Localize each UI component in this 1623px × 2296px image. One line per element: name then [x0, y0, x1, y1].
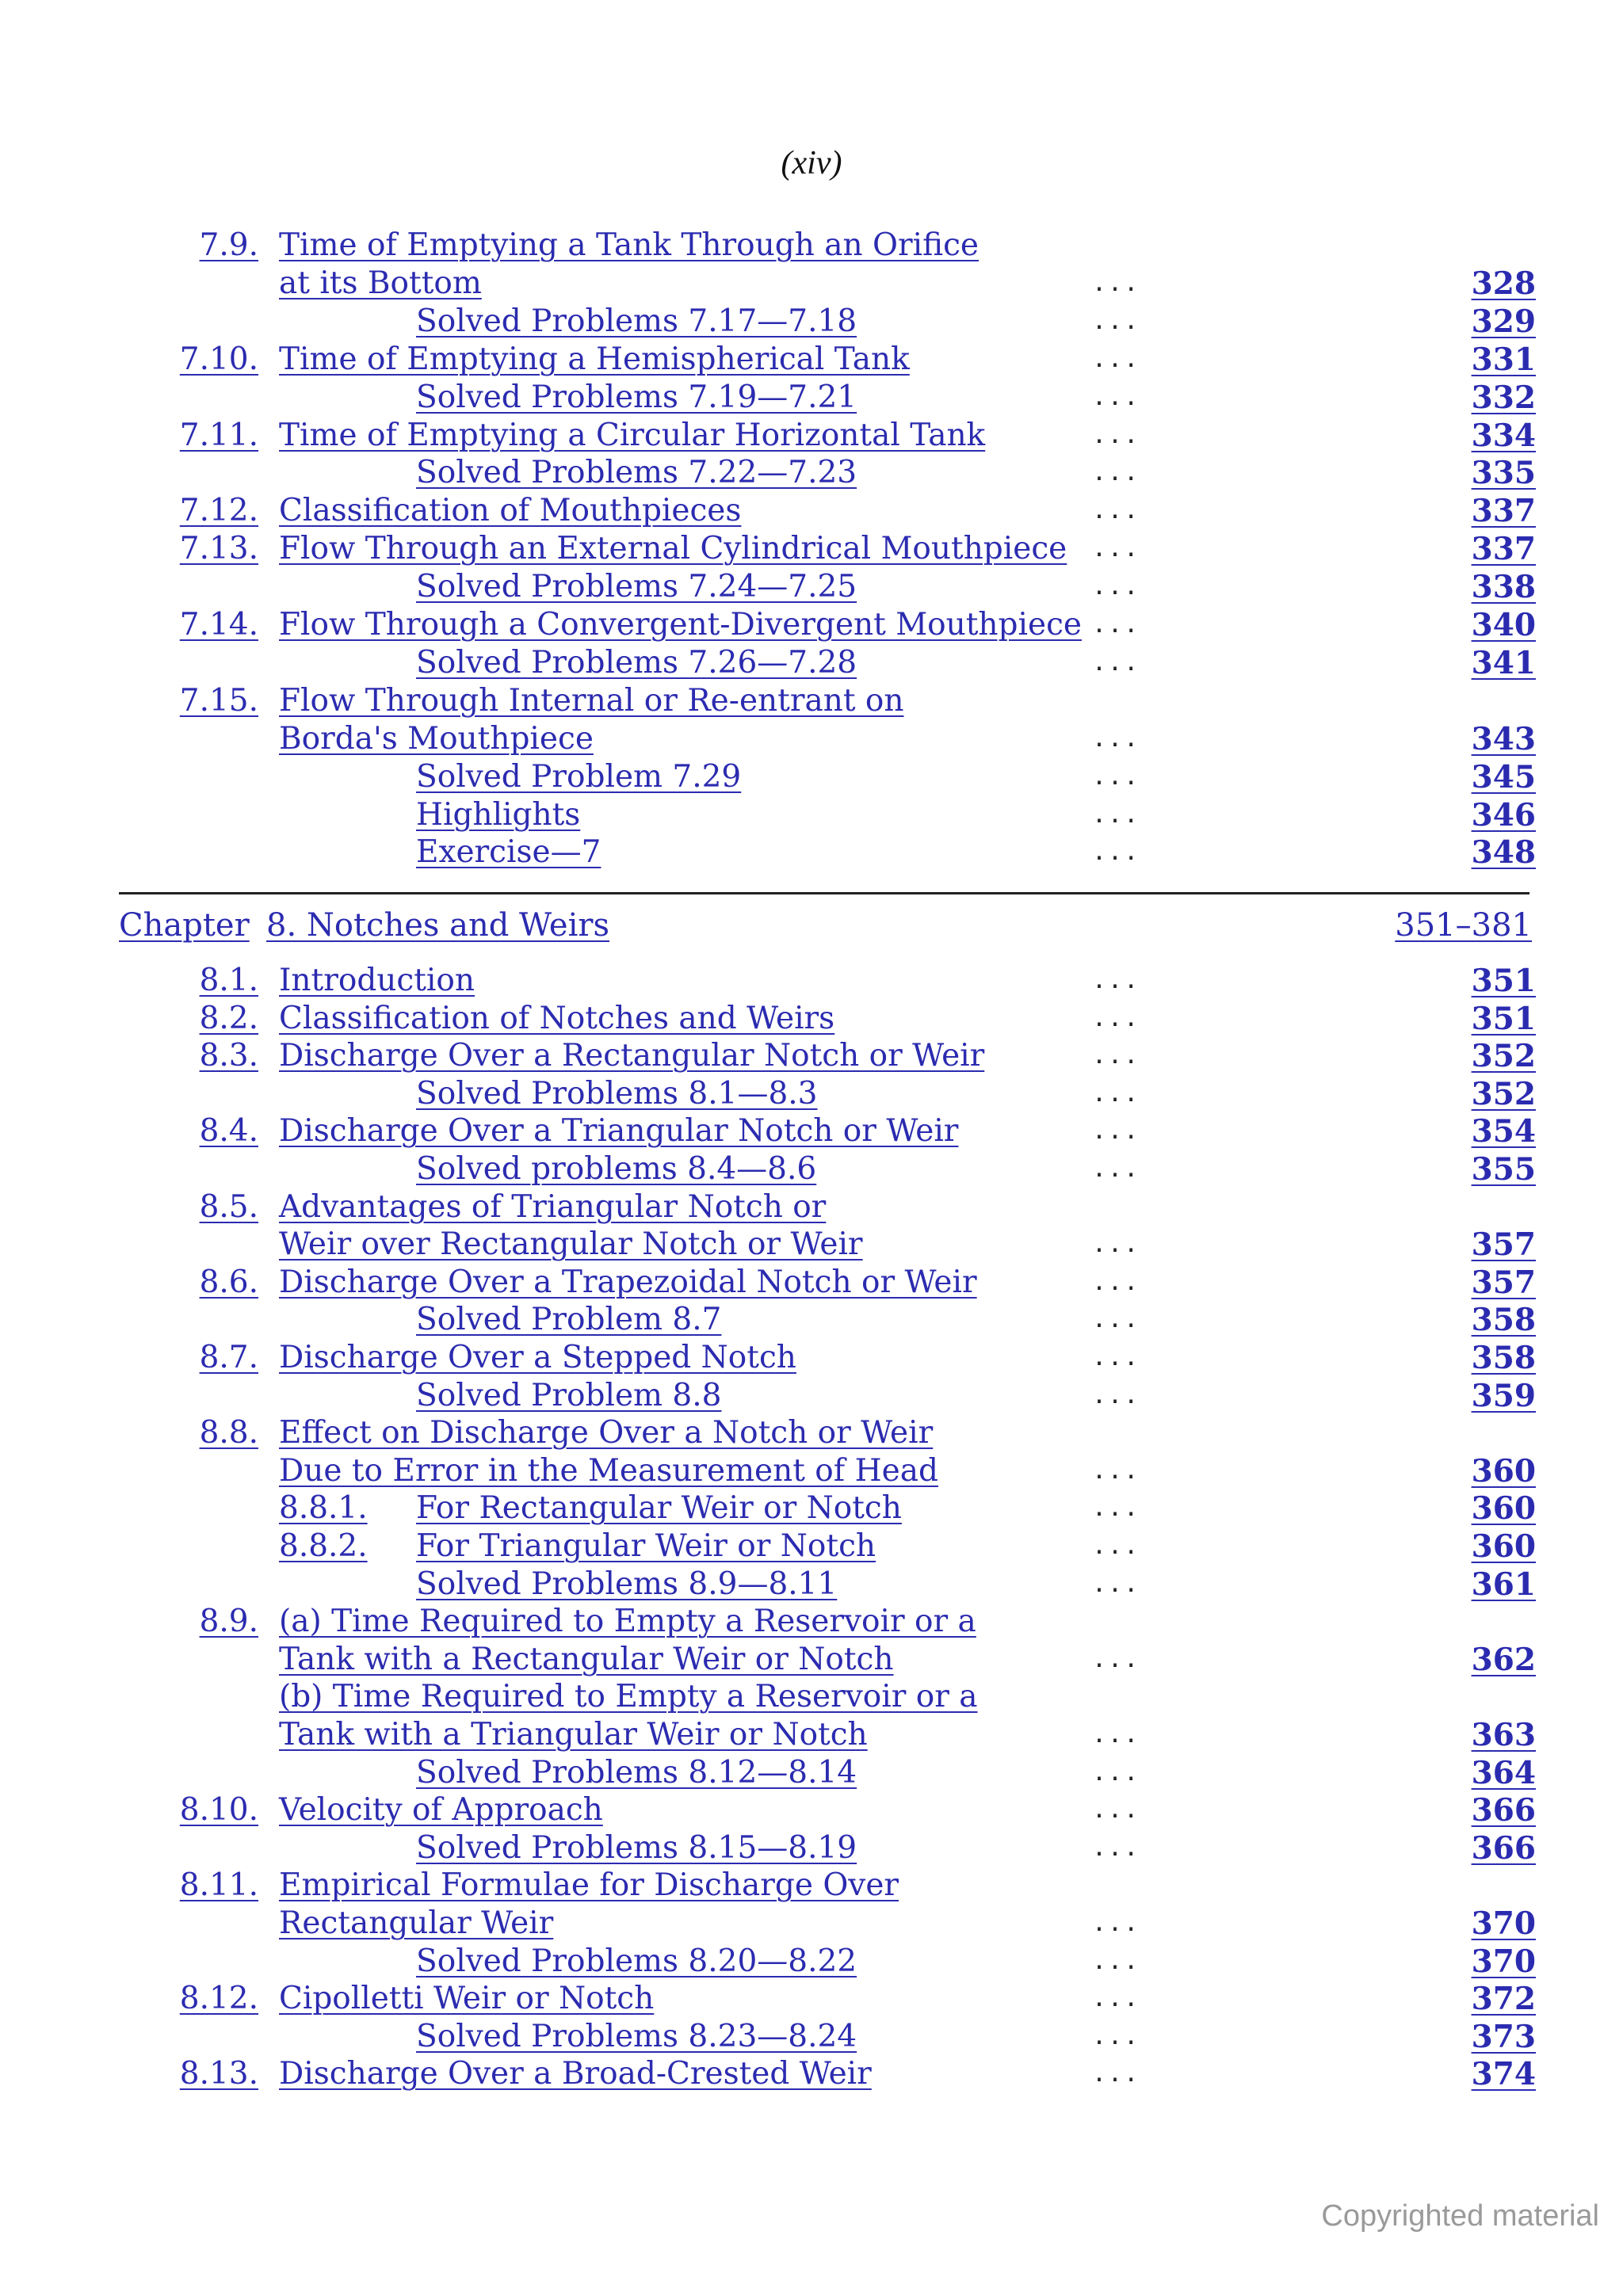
toc-page-number[interactable]: 370 [1471, 1905, 1536, 1942]
toc-row[interactable] [0, 1716, 1623, 1754]
toc-page-number[interactable]: 328 [1471, 265, 1536, 302]
toc-page-number[interactable]: 360 [1471, 1490, 1536, 1527]
chapter-page-range[interactable]: 351–381 [1395, 907, 1532, 944]
toc-page-number[interactable]: 370 [1471, 1943, 1536, 1980]
toc-solved-problems-link[interactable]: Solved Problems 8.1—8.3 [416, 1075, 818, 1112]
toc-page-number[interactable]: 334 [1471, 417, 1536, 454]
toc-row[interactable] [0, 1489, 1623, 1527]
toc-page-number[interactable]: 359 [1471, 1377, 1536, 1414]
toc-section-title[interactable]: Time of Emptying a Circular Horizontal Tank [279, 417, 986, 453]
toc-row[interactable] [0, 1226, 1623, 1264]
toc-row[interactable] [0, 962, 1623, 1000]
toc-page-number[interactable]: 366 [1471, 1792, 1536, 1829]
toc-section-title[interactable]: (a) Time Required to Empty a Reservoir or a [279, 1604, 976, 1640]
toc-section-title[interactable]: Weir over Rectangular Notch or Weir [279, 1226, 863, 1263]
toc-section-title[interactable]: Tank with a Rectangular Weir or Notch [279, 1641, 894, 1677]
toc-leader-dots: ... [1092, 269, 1140, 297]
toc-leader-dots: ... [1092, 421, 1140, 449]
toc-section-title[interactable]: Flow Through an External Cylindrical Mouthpiece [279, 531, 1067, 567]
toc-row[interactable] [0, 796, 1623, 834]
toc-page-number[interactable]: 354 [1471, 1113, 1536, 1150]
toc-row[interactable] [0, 1037, 1623, 1075]
toc-leader-dots: ... [1092, 1456, 1140, 1485]
toc-leader-dots: ... [1092, 1796, 1140, 1825]
toc-page-number[interactable]: 360 [1471, 1452, 1536, 1489]
toc-leader-dots: ... [1092, 1004, 1140, 1032]
toc-section-title[interactable]: Introduction [279, 963, 475, 998]
toc-leader-dots: ... [1092, 1268, 1140, 1296]
toc-row[interactable] [0, 1075, 1623, 1113]
toc-page-number[interactable]: 358 [1471, 1340, 1536, 1376]
toc-row[interactable] [0, 265, 1623, 303]
copyright-watermark: Copyrighted material [1321, 2199, 1599, 2233]
toc-row[interactable] [0, 1603, 1623, 1641]
toc-section-number[interactable]: 8.7. [199, 1340, 258, 1375]
toc-solved-problems-link[interactable]: Solved Problem 8.8 [416, 1377, 722, 1413]
toc-leader-dots: ... [1092, 1230, 1140, 1259]
toc-section-number[interactable]: 8.13. [179, 2056, 258, 2092]
toc-row[interactable] [0, 1678, 1623, 1716]
toc-page-number[interactable]: 352 [1471, 1038, 1536, 1075]
toc-row[interactable] [0, 568, 1623, 606]
toc-section-number[interactable]: 8.11. [179, 1867, 258, 1904]
toc-section-number[interactable]: 8.4. [199, 1113, 258, 1150]
toc-section-number[interactable]: 7.11. [179, 417, 258, 453]
toc-solved-problems-link[interactable]: Exercise—7 [416, 834, 601, 871]
toc-row[interactable] [0, 1905, 1623, 1943]
toc-page-number[interactable]: 343 [1471, 720, 1536, 757]
toc-page-number[interactable]: 358 [1471, 1302, 1536, 1339]
toc-section-number[interactable]: 8.2. [199, 1000, 258, 1036]
toc-solved-problems-link[interactable]: Solved Problems 7.19—7.21 [416, 379, 857, 415]
toc-row[interactable] [0, 1112, 1623, 1150]
toc-subsection-number[interactable]: 8.8.2. [279, 1528, 368, 1564]
toc-row[interactable] [0, 1000, 1623, 1038]
toc-row[interactable] [0, 1527, 1623, 1566]
toc-leader-dots: ... [1092, 497, 1140, 525]
toc-solved-problems-link[interactable]: Solved Problems 8.12—8.14 [416, 1754, 857, 1791]
toc-leader-dots: ... [1092, 459, 1140, 487]
toc-row[interactable] [0, 1566, 1623, 1604]
toc-row[interactable] [0, 1829, 1623, 1867]
toc-section-title[interactable]: (b) Time Required to Empty a Reservoir or a [279, 1679, 978, 1715]
toc-solved-problems-link[interactable]: Solved Problems 8.9—8.11 [416, 1566, 838, 1602]
toc-section-title[interactable]: Flow Through a Convergent-Divergent Mouthpiece [279, 607, 1082, 643]
toc-leader-dots: ... [1092, 573, 1140, 601]
toc-section-title[interactable]: Classification of Mouthpieces [279, 493, 742, 529]
toc-section-number[interactable]: 8.12. [179, 1981, 258, 2017]
toc-leader-dots: ... [1092, 648, 1140, 677]
toc-row[interactable] [0, 1188, 1623, 1226]
toc-page-number[interactable]: 338 [1471, 569, 1536, 606]
toc-row[interactable] [0, 530, 1623, 568]
toc-section-title[interactable]: Advantages of Triangular Notch or [279, 1188, 827, 1225]
toc-section-number[interactable]: 7.14. [179, 607, 258, 643]
toc-page-number[interactable]: 352 [1471, 1075, 1536, 1112]
toc-leader-dots: ... [1092, 1947, 1140, 1975]
toc-row[interactable] [0, 303, 1623, 341]
toc-section-title[interactable]: Time of Emptying a Tank Through an Orifice [279, 227, 980, 263]
toc-row[interactable] [0, 1943, 1623, 1981]
toc-row[interactable] [0, 1867, 1623, 1905]
toc-solved-problems-link[interactable]: Solved Problem 7.29 [416, 758, 742, 795]
toc-solved-problems-link[interactable]: Highlights [416, 796, 581, 833]
chapter-divider [119, 892, 1529, 894]
toc-page-number[interactable]: 351 [1471, 1000, 1536, 1037]
toc-page-number[interactable]: 355 [1471, 1151, 1536, 1188]
toc-page-number[interactable]: 351 [1471, 963, 1536, 999]
toc-row[interactable] [0, 1339, 1623, 1377]
toc-row[interactable] [0, 454, 1623, 492]
toc-leader-dots: ... [1092, 800, 1140, 829]
toc-leader-dots: ... [1092, 1079, 1140, 1108]
toc-page-number[interactable]: 346 [1471, 796, 1536, 833]
toc-section-number[interactable]: 7.12. [179, 493, 258, 529]
toc-row[interactable] [0, 1452, 1623, 1490]
toc-page-number[interactable]: 366 [1471, 1829, 1536, 1867]
toc-section-number[interactable]: 7.10. [179, 341, 258, 377]
toc-section-title[interactable]: Rectangular Weir [279, 1905, 554, 1941]
toc-section-title[interactable]: Effect on Discharge Over a Notch or Weir [279, 1415, 934, 1451]
toc-leader-dots: ... [1092, 1569, 1140, 1598]
toc-leader-dots: ... [1092, 1833, 1140, 1862]
toc-leader-dots: ... [1092, 2060, 1140, 2088]
toc-page-number[interactable]: 364 [1471, 1754, 1536, 1791]
toc-page-number[interactable]: 348 [1471, 834, 1536, 871]
toc-leader-dots: ... [1092, 1042, 1140, 1070]
toc-row[interactable] [0, 1414, 1623, 1452]
toc-row[interactable] [0, 1641, 1623, 1679]
toc-leader-dots: ... [1092, 535, 1140, 563]
toc-section-number[interactable]: 7.9. [199, 227, 258, 263]
toc-leader-dots: ... [1092, 345, 1140, 373]
toc-solved-problems-link[interactable]: Solved Problems 7.24—7.25 [416, 569, 857, 605]
toc-row[interactable] [0, 720, 1623, 758]
toc-solved-problems-link[interactable]: Solved Problems 8.20—8.22 [416, 1943, 857, 1979]
toc-section-title[interactable]: Tank with a Triangular Weir or Notch [279, 1717, 868, 1753]
toc-solved-problems-link[interactable]: Solved problems 8.4—8.6 [416, 1151, 817, 1187]
toc-page-number[interactable]: 340 [1471, 607, 1536, 643]
toc-section-number[interactable]: 8.5. [199, 1188, 258, 1225]
toc-leader-dots: ... [1092, 1494, 1140, 1523]
toc-row[interactable] [0, 1980, 1623, 2018]
toc-section-title[interactable]: For Triangular Weir or Notch [416, 1528, 876, 1564]
chapter-label[interactable]: Chapter [119, 907, 250, 944]
toc-leader-dots: ... [1092, 1909, 1140, 1937]
toc-page-number[interactable]: 332 [1471, 379, 1536, 416]
toc-leader-dots: ... [1092, 1344, 1140, 1371]
toc-row[interactable] [0, 682, 1623, 720]
toc-leader-dots: ... [1092, 838, 1140, 867]
toc-section-title[interactable]: Velocity of Approach [279, 1792, 603, 1829]
toc-page-number[interactable]: 372 [1471, 1981, 1536, 2018]
toc-section-title[interactable]: Discharge Over a Rectangular Notch or Weir [279, 1038, 985, 1074]
toc-row[interactable] [0, 644, 1623, 682]
toc-row[interactable] [0, 1150, 1623, 1188]
toc-leader-dots: ... [1092, 1381, 1140, 1409]
toc-section-number[interactable]: 8.9. [199, 1604, 258, 1640]
toc-page-number[interactable]: 361 [1471, 1566, 1536, 1603]
toc-page-number[interactable]: 345 [1471, 758, 1536, 795]
toc-leader-dots: ... [1092, 1532, 1140, 1560]
toc-leader-dots: ... [1092, 611, 1140, 639]
toc-section-number[interactable]: 8.3. [199, 1038, 258, 1074]
toc-section-number[interactable]: 7.15. [179, 682, 258, 719]
toc-row[interactable] [0, 1301, 1623, 1339]
toc-row[interactable] [0, 492, 1623, 530]
toc-page-number[interactable]: 335 [1471, 455, 1536, 492]
toc-row[interactable] [0, 1377, 1623, 1415]
toc-row[interactable] [0, 2055, 1623, 2093]
toc-row[interactable] [0, 2018, 1623, 2056]
toc-subsection-number[interactable]: 8.8.1. [279, 1490, 368, 1527]
toc-leader-dots: ... [1092, 1645, 1140, 1673]
toc-page-number[interactable]: 329 [1471, 303, 1536, 340]
toc-section-title[interactable]: Time of Emptying a Hemispherical Tank [279, 341, 910, 377]
toc-page-number[interactable]: 373 [1471, 2018, 1536, 2055]
toc-section-title[interactable]: Discharge Over a Broad-Crested Weir [279, 2056, 872, 2092]
toc-leader-dots: ... [1092, 1117, 1140, 1146]
toc-row[interactable] [0, 417, 1623, 455]
page-number: (xiv) [781, 145, 842, 181]
toc-section-number[interactable]: 8.8. [199, 1415, 258, 1451]
toc-row[interactable] [0, 1791, 1623, 1829]
toc-section-title[interactable]: Borda's Mouthpiece [279, 720, 594, 757]
toc-section-title[interactable]: Discharge Over a Trapezoidal Notch or Weir [279, 1264, 977, 1300]
toc-page-number[interactable]: 363 [1471, 1717, 1536, 1753]
toc-leader-dots: ... [1092, 1985, 1140, 2013]
toc-section-number[interactable]: 7.13. [179, 531, 258, 567]
toc-section-number[interactable]: 8.6. [199, 1264, 258, 1300]
toc-leader-dots: ... [1092, 307, 1140, 335]
toc-section-title[interactable]: Classification of Notches and Weirs [279, 1000, 835, 1036]
toc-page-number[interactable]: 331 [1471, 341, 1536, 378]
toc-page-number[interactable]: 360 [1471, 1528, 1536, 1565]
toc-page-number[interactable]: 357 [1471, 1226, 1536, 1264]
toc-section-number[interactable]: 8.10. [179, 1792, 258, 1829]
toc-row[interactable] [0, 227, 1623, 265]
toc-section-title[interactable]: Empirical Formulae for Discharge Over [279, 1867, 899, 1904]
toc-leader-dots: ... [1092, 383, 1140, 411]
toc-row[interactable] [0, 379, 1623, 417]
toc-leader-dots: ... [1092, 2022, 1140, 2050]
toc-page-number[interactable]: 357 [1471, 1264, 1536, 1301]
toc-leader-dots: ... [1092, 1758, 1140, 1787]
chapter-heading[interactable] [0, 903, 1623, 948]
toc-leader-dots: ... [1092, 724, 1140, 753]
toc-row[interactable] [0, 1754, 1623, 1792]
toc-solved-problems-link[interactable]: Solved Problems 8.15—8.19 [416, 1829, 857, 1866]
toc-solved-problems-link[interactable]: Solved Problems 7.26—7.28 [416, 644, 857, 681]
toc-solved-problems-link[interactable]: Solved Problems 7.17—7.18 [416, 303, 857, 339]
toc-row[interactable] [0, 606, 1623, 644]
toc-row[interactable] [0, 341, 1623, 379]
toc-solved-problems-link[interactable]: Solved Problem 8.7 [416, 1302, 722, 1338]
toc-page-number[interactable]: 374 [1471, 2056, 1536, 2093]
toc-solved-problems-link[interactable]: Solved Problems 7.22—7.23 [416, 455, 857, 491]
toc-row[interactable] [0, 833, 1623, 871]
toc-page-number[interactable]: 337 [1471, 493, 1536, 530]
toc-page-number[interactable]: 341 [1471, 644, 1536, 681]
chapter-title[interactable]: 8. Notches and Weirs [266, 907, 610, 944]
toc-leader-dots: ... [1092, 967, 1140, 994]
toc-leader-dots: ... [1092, 1721, 1140, 1749]
toc-leader-dots: ... [1092, 762, 1140, 791]
toc-page-number[interactable]: 337 [1471, 531, 1536, 568]
toc-leader-dots: ... [1092, 1155, 1140, 1183]
toc-section-number[interactable]: 8.1. [199, 963, 258, 998]
toc-row[interactable] [0, 758, 1623, 796]
toc-section-title[interactable]: Discharge Over a Triangular Notch or Weir [279, 1113, 959, 1150]
toc-section-title[interactable]: Due to Error in the Measurement of Head [279, 1452, 938, 1489]
toc-leader-dots: ... [1092, 1306, 1140, 1334]
toc-section-title[interactable]: Flow Through Internal or Re-entrant on [279, 682, 904, 719]
toc-section-title[interactable]: at its Bottom [279, 265, 482, 301]
toc-row[interactable] [0, 1264, 1623, 1302]
toc-page-number[interactable]: 362 [1471, 1641, 1536, 1678]
toc-section-title[interactable]: Cipolletti Weir or Notch [279, 1981, 655, 2017]
toc-section-title[interactable]: For Rectangular Weir or Notch [416, 1490, 902, 1527]
toc-section-title[interactable]: Discharge Over a Stepped Notch [279, 1340, 796, 1375]
toc-solved-problems-link[interactable]: Solved Problems 8.23—8.24 [416, 2018, 857, 2054]
